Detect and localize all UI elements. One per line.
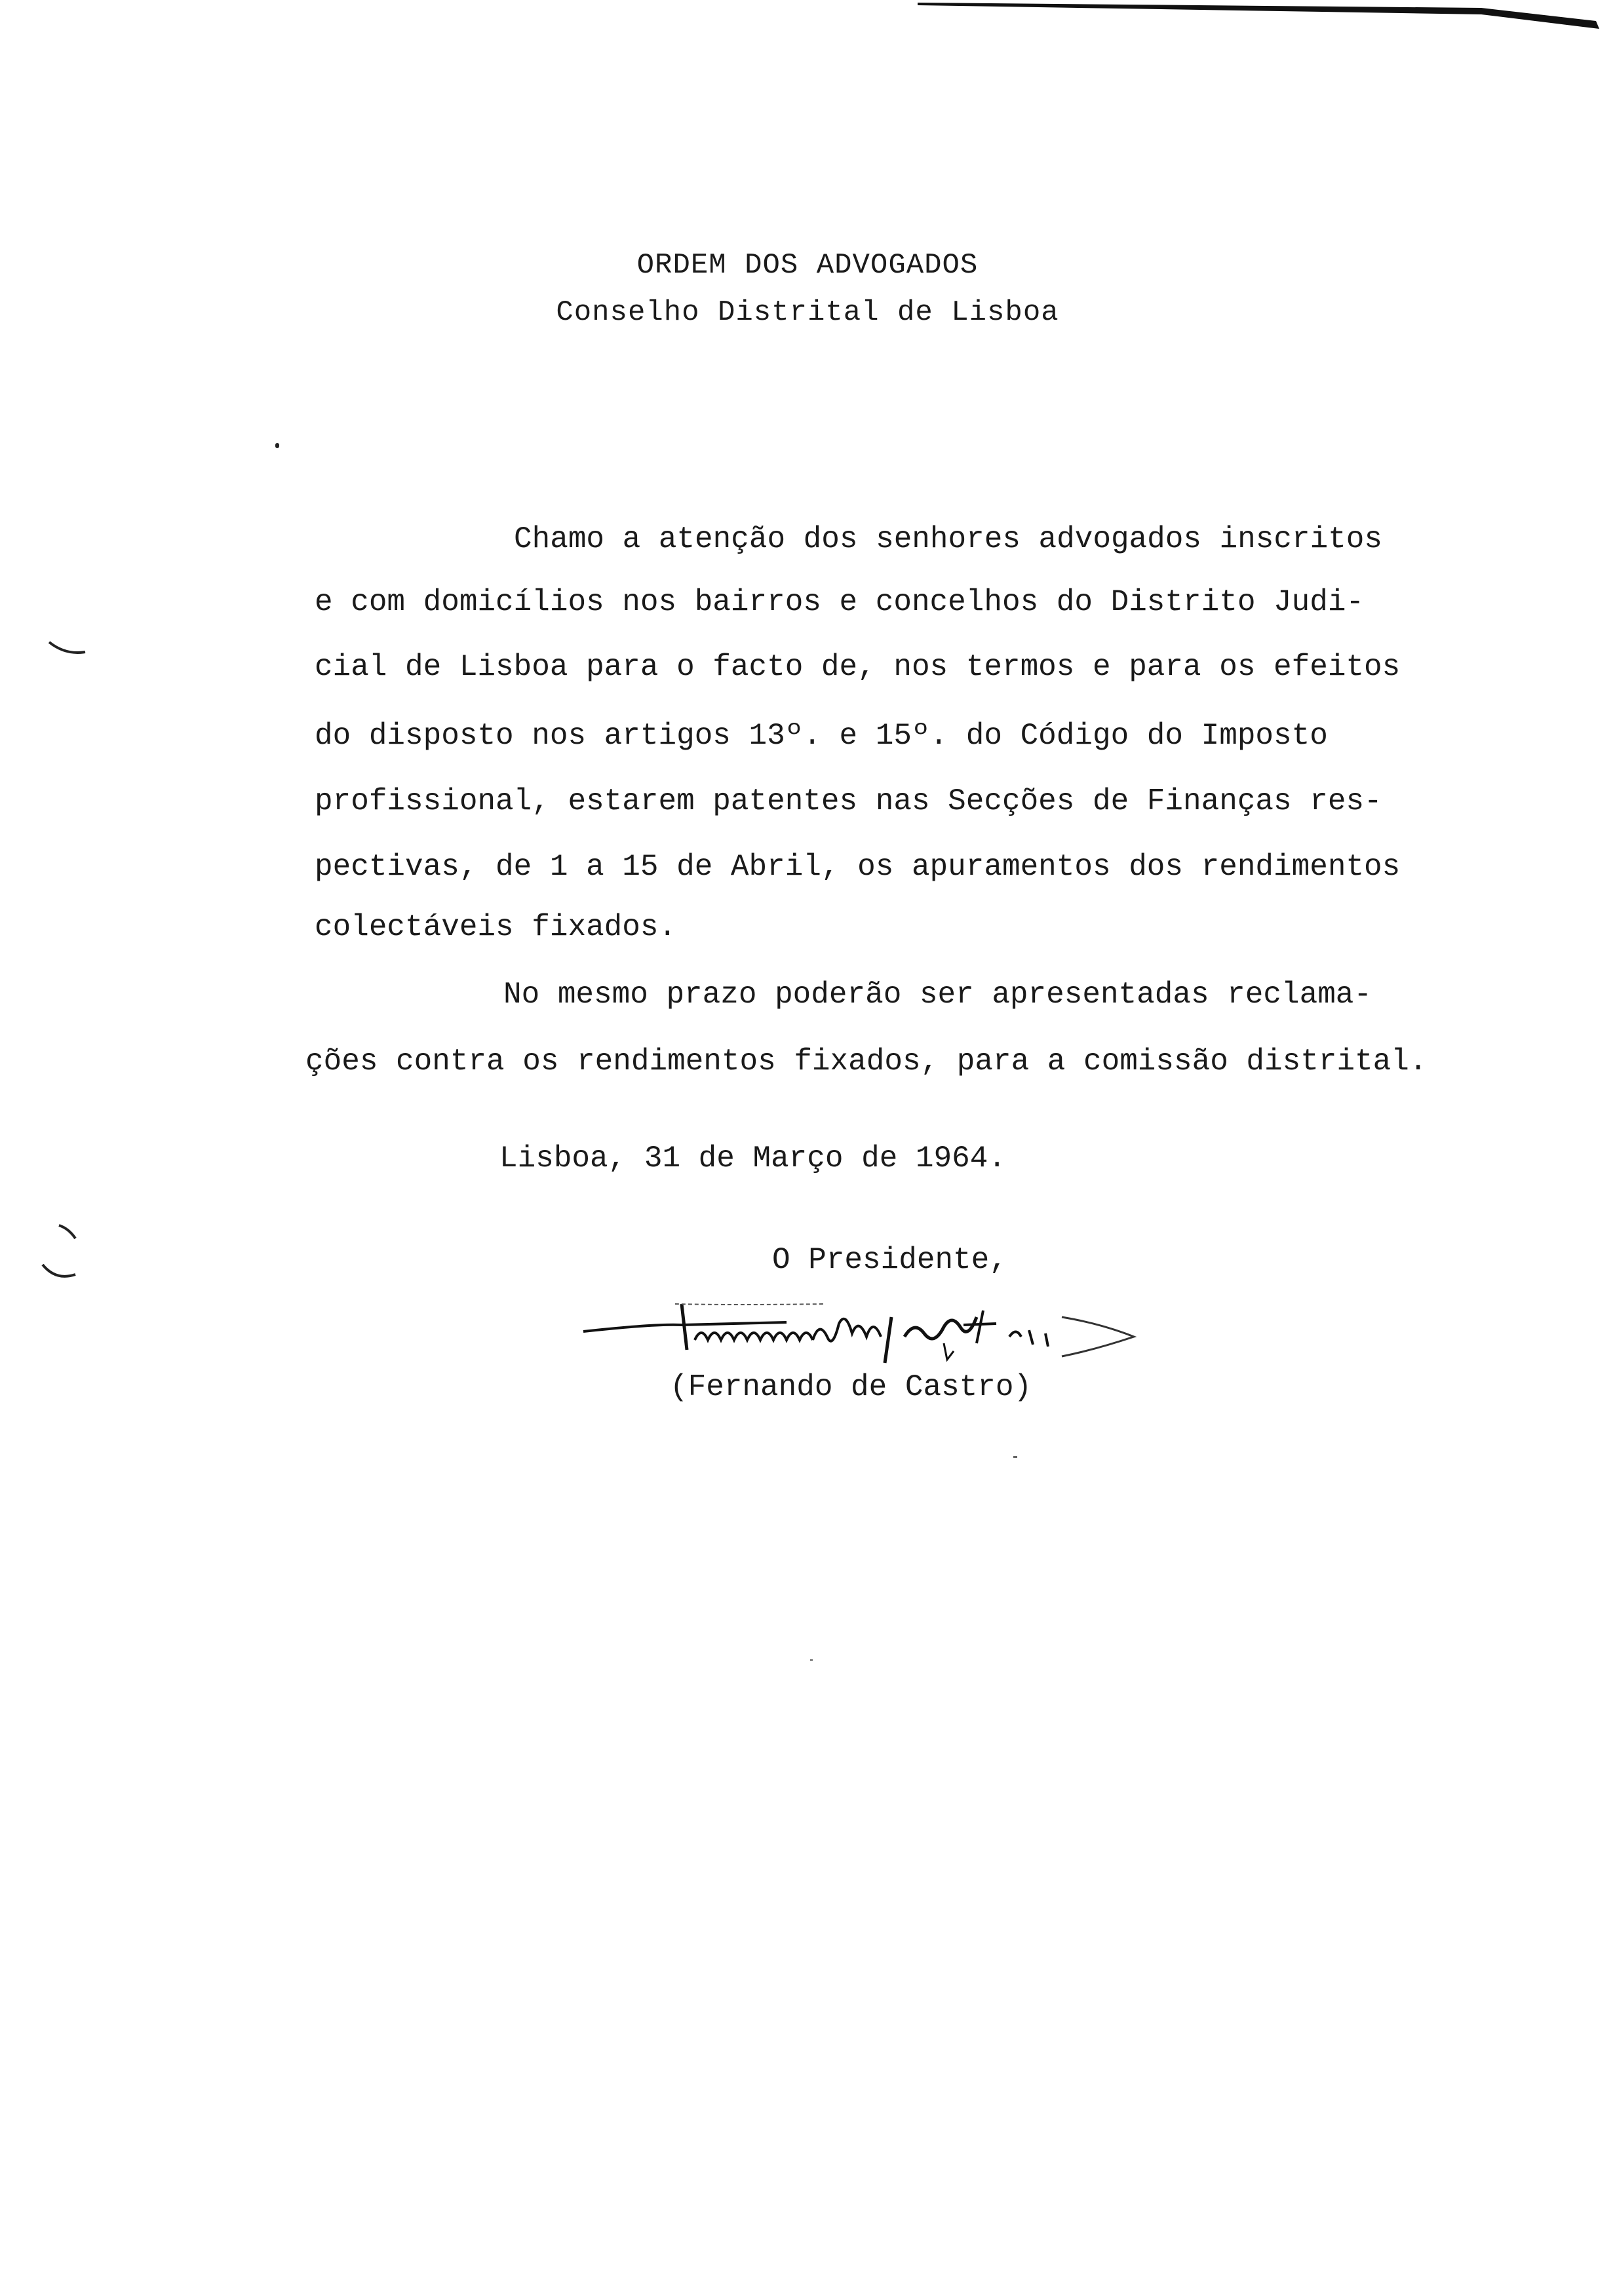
closing-title: O Presidente, xyxy=(772,1243,1007,1277)
paragraph-1-line: pectivas, de 1 a 15 de Abril, os apuramentos dos rendimentos xyxy=(315,850,1401,884)
paragraph-1-line: e com domicílios nos bairros e concelhos do Distrito Judi- xyxy=(315,585,1365,619)
speck xyxy=(275,443,279,448)
speck xyxy=(810,1659,813,1661)
margin-mark xyxy=(46,629,98,668)
paragraph-1-line: colectáveis fixados. xyxy=(315,910,677,944)
margin-mark xyxy=(39,1219,92,1297)
dateline: Lisboa, 31 de Março de 1964. xyxy=(499,1141,1006,1176)
scan-edge-artifact xyxy=(918,0,1615,39)
signatory-name: (Fernando de Castro) xyxy=(670,1370,1032,1404)
speck xyxy=(1013,1456,1017,1458)
organization-title: ORDEM DOS ADVOGADOS xyxy=(636,249,979,282)
paragraph-2-line: ções contra os rendimentos fixados, para a comissão distrital. xyxy=(305,1044,1428,1079)
paragraph-1-line: Chamo a atenção dos senhores advogados inscritos xyxy=(514,522,1383,556)
paragraph-1-line: cial de Lisboa para o facto de, nos termos e para os efeitos xyxy=(315,650,1401,684)
council-title: Conselho Distrital de Lisboa xyxy=(556,296,1059,329)
paragraph-2-line: No mesmo prazo poderão ser apresentadas reclama- xyxy=(503,978,1372,1012)
paragraph-1-line: profissional, estarem patentes nas Secções de Finanças res- xyxy=(315,784,1382,818)
paragraph-1-line: do disposto nos artigos 13º. e 15º. do Código do Imposto xyxy=(315,719,1328,753)
